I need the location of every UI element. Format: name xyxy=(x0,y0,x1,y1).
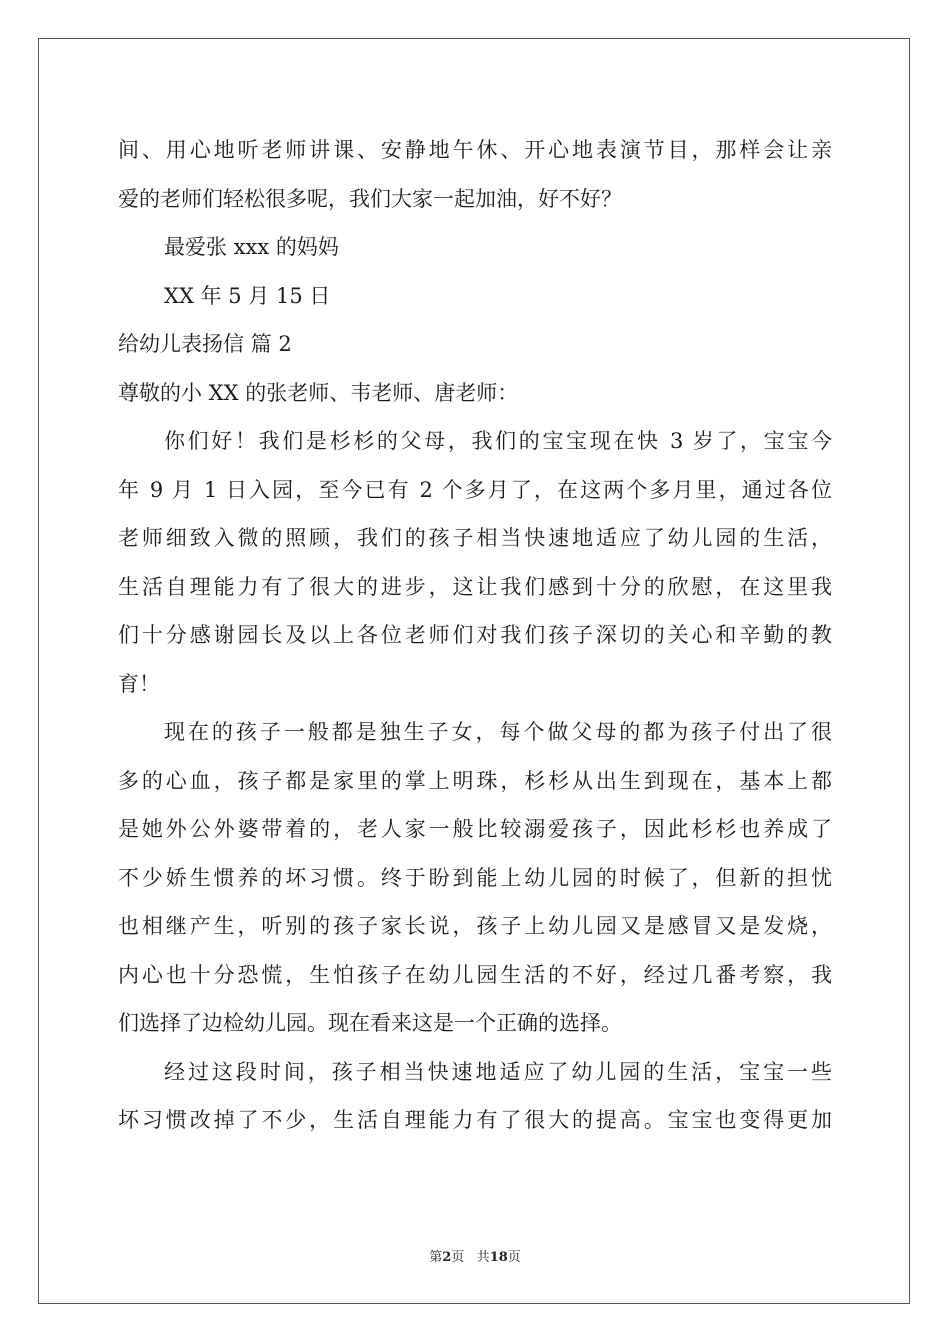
text-line: 是她外公外婆带着的，老人家一般比较溺爱孩子，因此杉杉也养成了 xyxy=(118,817,832,841)
footer-total-pages: 18 xyxy=(489,1250,508,1265)
text-line: 们十分感谢园长及以上各位老师们对我们孩子深切的关心和辛勤的教 xyxy=(118,623,832,647)
text-line: 老师细致入微的照顾，我们的孩子相当快速地适应了幼儿园的生活， xyxy=(118,526,832,550)
text-line: 现在的孩子一般都是独生子女，每个做父母的都为孩子付出了很 xyxy=(164,720,832,744)
text-line: 你们好！我们是杉杉的父母，我们的宝宝现在快 3 岁了，宝宝今 xyxy=(164,429,832,453)
text-line: 最爱张 xxx 的妈妈 xyxy=(164,235,339,259)
footer-total-prefix: 共 xyxy=(476,1250,490,1265)
footer-total-suffix: 页 xyxy=(507,1250,521,1265)
footer-page-number: 2 xyxy=(442,1250,452,1265)
footer-prefix: 第 xyxy=(429,1250,443,1265)
text-line: 爱的老师们轻松很多呢，我们大家一起加油，好不好？ xyxy=(118,186,622,211)
text-line: XX 年 5 月 15 日 xyxy=(164,283,331,308)
page-footer xyxy=(0,1246,950,1265)
text-line: 们选择了边检幼儿园。现在看来这是一个正确的选择。 xyxy=(118,1011,622,1035)
text-line: 尊敬的小 XX 的张老师、韦老师、唐老师： xyxy=(118,380,519,405)
text-line: 育！ xyxy=(118,671,160,696)
text-line: 多的心血，孩子都是家里的掌上明珠，杉杉从出生到现在，基本上都 xyxy=(118,768,832,793)
text-line: 坏习惯改掉了不少，生活自理能力有了很大的提高。宝宝也变得更加 xyxy=(118,1108,832,1132)
text-line: 给幼儿表扬信 篇 2 xyxy=(118,332,292,356)
text-line: 经过这段时间，孩子相当快速地适应了幼儿园的生活，宝宝一些 xyxy=(164,1059,832,1084)
letter-body xyxy=(118,126,832,1145)
text-line: 间、用心地听老师讲课、安静地午休、开心地表演节目，那样会让亲 xyxy=(118,138,832,162)
text-line: 生活自理能力有了很大的进步，这让我们感到十分的欣慰，在这里我 xyxy=(118,574,832,599)
text-line: 内心也十分恐慌，生怕孩子在幼儿园生活的不好，经过几番考察，我 xyxy=(118,962,832,987)
text-line: 也相继产生，听别的孩子家长说，孩子上幼儿园又是感冒又是发烧， xyxy=(118,914,832,938)
footer-page-suffix: 页 xyxy=(451,1250,465,1265)
text-line: 不少娇生惯养的坏习惯。终于盼到能上幼儿园的时候了，但新的担忧 xyxy=(118,865,832,890)
text-line: 年 9 月 1 日入园，至今已有 2 个多月了，在这两个多月里，通过各位 xyxy=(118,477,832,502)
